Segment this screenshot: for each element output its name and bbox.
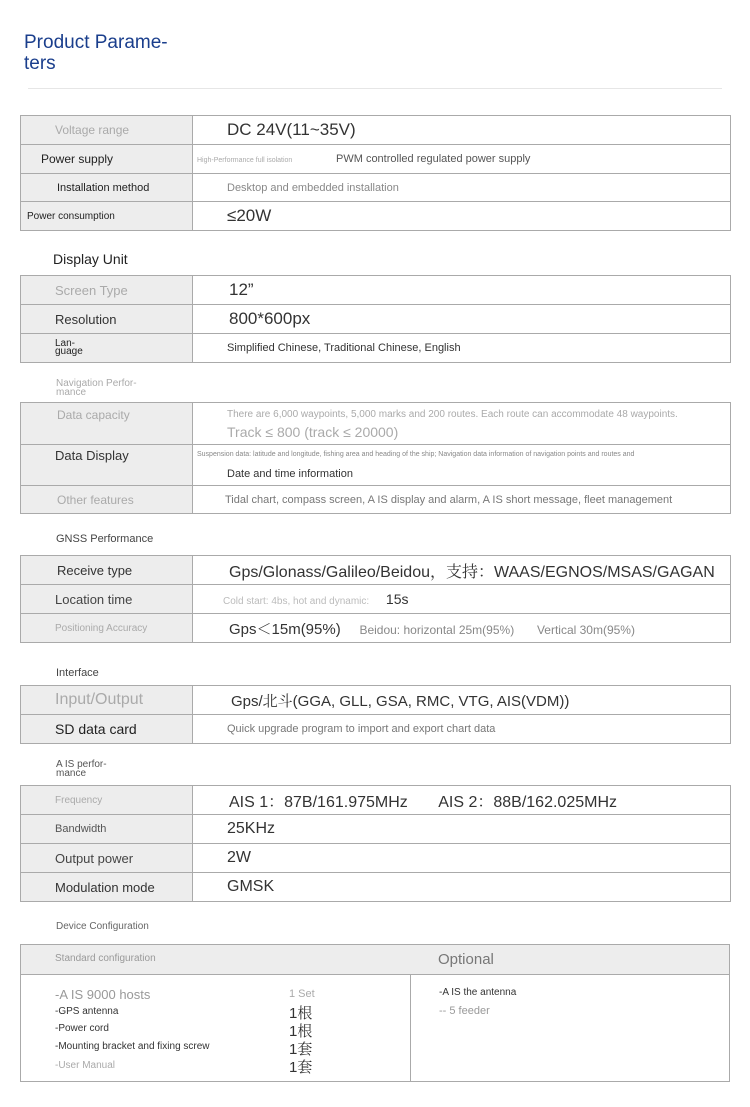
power-consumption-label: Power consumption (21, 202, 193, 231)
power-table (20, 115, 731, 231)
interface-heading: Interface (56, 667, 99, 679)
receive-type-label: Receive type (21, 556, 193, 585)
device-configuration-box (20, 944, 730, 1082)
standard-config-header (21, 945, 411, 975)
ais-heading: A IS perfor- mance (56, 759, 107, 779)
interface-table (20, 685, 731, 744)
standard-config-label: Standard configuration (55, 953, 156, 964)
beidou-accuracy: Beidou: horizontal 25m(95%) (359, 622, 515, 637)
ais-table (20, 785, 731, 902)
input-output-label: Input/Output (21, 686, 193, 715)
config-item-qty: 1根 (289, 1005, 313, 1022)
power-consumption-value: ≤20W (193, 202, 731, 231)
location-time-cell (193, 585, 731, 614)
frequency-label: Frequency (21, 786, 193, 815)
language-value: Simplified Chinese, Traditional Chinese, English (193, 334, 731, 363)
gps-accuracy: Gps＜15m(95%) (229, 620, 341, 638)
gnss-heading: GNSS Performance (56, 533, 154, 545)
other-features-label: Other features (21, 486, 193, 514)
table-row (21, 445, 731, 486)
sd-card-label: SD data card (21, 715, 193, 744)
config-item-qty: 1套 (289, 1041, 313, 1058)
output-power-value: 2W (193, 844, 731, 873)
config-item-name: -User Manual (55, 1060, 116, 1071)
frequency-cell (193, 786, 731, 815)
config-item-name: -Mounting bracket and fixing screw (55, 1041, 210, 1052)
table-row (21, 815, 731, 844)
optional-label: Optional (438, 951, 494, 968)
table-row (21, 873, 731, 902)
optional-header (410, 945, 729, 975)
table-row (21, 715, 731, 744)
title-divider (28, 88, 722, 89)
power-supply-label: Power supply (21, 145, 193, 174)
table-row (21, 116, 731, 145)
device-configuration-heading: Device Configuration (56, 921, 149, 932)
input-output-value: Gps/北斗(GGA, GLL, GSA, RMC, VTG, AIS(VDM)) (193, 686, 731, 715)
config-item-qty: 1根 (289, 1023, 313, 1040)
data-capacity-track: Track ≤ 800 (track ≤ 20000) (227, 424, 399, 440)
table-row (21, 614, 731, 643)
table-row (21, 403, 731, 445)
display-table (20, 275, 731, 363)
ais2-frequency: AIS 2：88B/162.025MHz (438, 793, 618, 811)
data-capacity-value: There are 6,000 waypoints, 5,000 marks and 200 routes. Each route can accommodate 48 waypoints. (227, 409, 678, 420)
location-time-label: Location time (21, 585, 193, 614)
page-title: Product Parame- ters (24, 32, 168, 74)
power-supply-note: High-Performance full isolation (197, 157, 293, 164)
table-row (21, 686, 731, 715)
data-display-date: Date and time information (227, 468, 353, 480)
display-unit-heading: Display Unit (53, 251, 128, 267)
other-features-value: Tidal chart, compass screen, A IS display and alarm, A IS short message, fleet management (193, 486, 731, 514)
config-item-name: -A IS 9000 hosts (55, 987, 151, 1002)
data-capacity-label: Data capacity (21, 403, 193, 445)
installation-method-value: Desktop and embedded installation (193, 174, 731, 202)
language-label: Lan- guage (21, 334, 193, 363)
table-row (21, 334, 731, 363)
navigation-heading: Navigation Perfor- mance (56, 378, 137, 398)
positioning-accuracy-label: Positioning Accuracy (21, 614, 193, 643)
vertical-accuracy: Vertical 30m(95%) (536, 622, 635, 637)
table-row (21, 145, 731, 174)
table-row (21, 844, 731, 873)
screen-type-label: Screen Type (21, 276, 193, 305)
table-row (21, 556, 731, 585)
resolution-value: 800*600px (193, 305, 731, 334)
resolution-label: Resolution (21, 305, 193, 334)
data-display-label: Data Display (21, 445, 193, 486)
location-time-hot: 15s (385, 591, 409, 607)
power-supply-cell (193, 145, 731, 174)
sd-card-value: Quick upgrade program to import and export chart data (193, 715, 731, 744)
bandwidth-value: 25KHz (193, 815, 731, 844)
data-capacity-cell (193, 403, 731, 445)
modulation-mode-label: Modulation mode (21, 873, 193, 902)
bandwidth-label: Bandwidth (21, 815, 193, 844)
output-power-label: Output power (21, 844, 193, 873)
config-item-qty: 1套 (289, 1059, 313, 1076)
data-display-cell (193, 445, 731, 486)
config-item-name: -GPS antenna (55, 1006, 119, 1017)
table-row (21, 305, 731, 334)
modulation-mode-value: GMSK (193, 873, 731, 902)
data-display-value: Suspension data: latitude and longitude, fishing area and heading of the ship; Navigation data information of navigation points and routes and (197, 451, 635, 458)
table-row (21, 276, 731, 305)
table-row (21, 585, 731, 614)
screen-type-value: 12” (193, 276, 731, 305)
optional-item: -A IS the antenna (439, 987, 517, 998)
config-divider (410, 974, 411, 1081)
table-row (21, 202, 731, 231)
optional-item: -- 5 feeder (439, 1005, 490, 1017)
installation-method-label: Installation method (21, 174, 193, 202)
positioning-accuracy-cell (193, 614, 731, 643)
location-time-cold: Cold start: 4bs, hot and dynamic: (223, 596, 370, 607)
config-item-name: -Power cord (55, 1023, 109, 1034)
gnss-table (20, 555, 731, 643)
table-row (21, 174, 731, 202)
voltage-range-value: DC 24V(11~35V) (193, 116, 731, 145)
power-supply-value: PWM controlled regulated power supply (336, 153, 531, 165)
receive-type-value: Gps/Glonass/Galileo/Beidou，支持：WAAS/EGNOS/MSAS/GAGAN (193, 556, 731, 585)
voltage-range-label: Voltage range (21, 116, 193, 145)
table-row (21, 786, 731, 815)
config-item-qty: 1 Set (289, 988, 315, 1000)
table-row (21, 486, 731, 514)
navigation-table (20, 402, 731, 514)
ais1-frequency: AIS 1：87B/161.975MHz (229, 793, 408, 811)
